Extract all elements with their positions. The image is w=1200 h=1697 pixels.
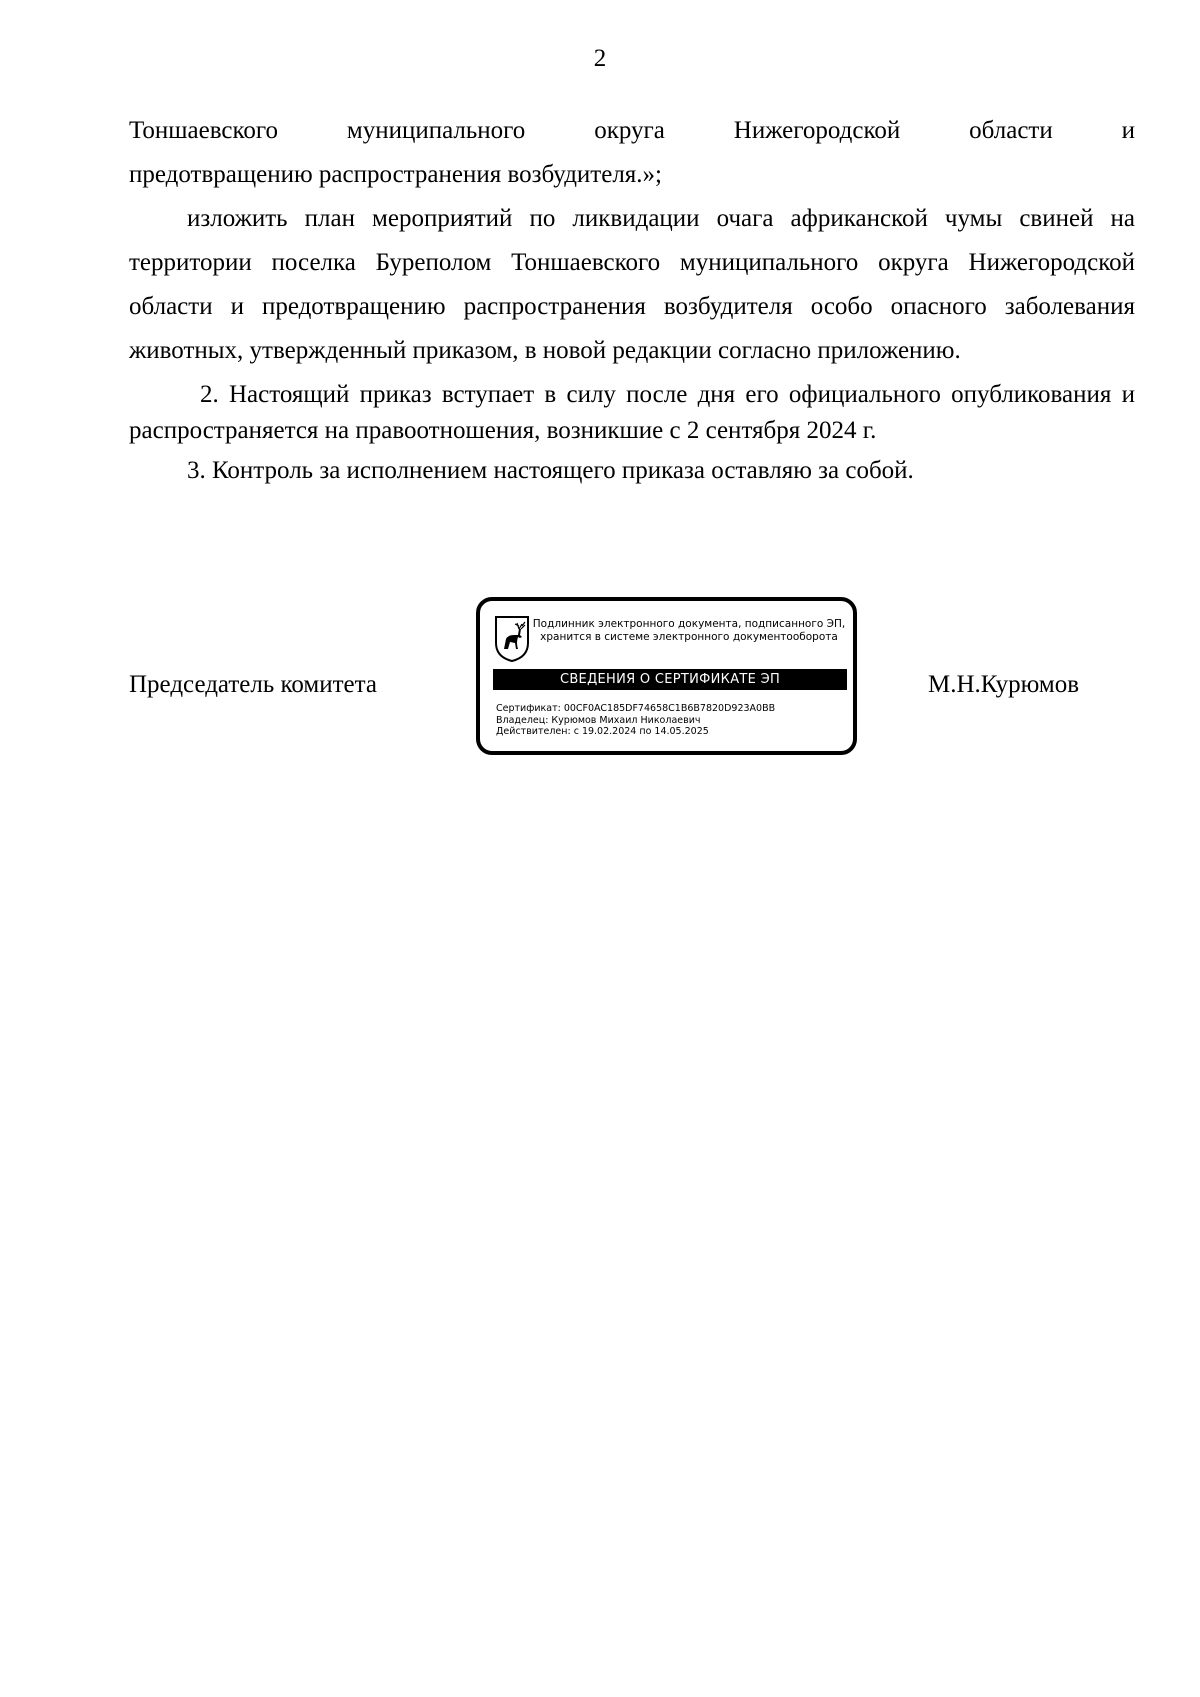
continuation-line-2: предотвращению распространения возбудителя.»; <box>129 161 662 188</box>
continuation-word: округа <box>594 117 665 144</box>
stamp-certificate-number: Сертификат: 00CF0AC185DF74658C1B6B7820D923A0BB <box>496 703 776 714</box>
page-number: 2 <box>593 45 607 72</box>
continuation-word: Тоншаевского <box>129 117 278 144</box>
electronic-signature-stamp <box>476 597 857 755</box>
continuation-word: области <box>969 117 1053 144</box>
signature-block <box>0 597 1200 763</box>
stamp-header-line-1: Подлинник электронного документа, подписанного ЭП, <box>532 618 846 630</box>
stamp-certificate-owner: Владелец: Курюмов Михаил Николаевич <box>496 714 701 726</box>
stamp-title-bar: СВЕДЕНИЯ О СЕРТИФИКАТЕ ЭП <box>493 669 847 690</box>
stamp-header <box>530 618 848 644</box>
coat-of-arms-icon <box>494 615 530 663</box>
signatory-position: Председатель комитета <box>129 671 377 698</box>
signatory-name: М.Н.Курюмов <box>928 671 1080 698</box>
continuation-line-1 <box>129 109 1135 153</box>
document-body <box>129 109 1135 489</box>
paragraph-plan-amendment: изложить план мероприятий по ликвидации очага африканской чумы свиней на территории поселка Бурепол​ом Тоншаевского муниципального округа Нижегородской области и предотвращению распространения возбудителя особо опасного заболевания животных, утвержденный приказом, в новой редакции согласно приложению. <box>129 205 1135 364</box>
continuation-word: и <box>1121 117 1136 144</box>
paragraph-continuation <box>129 109 1135 197</box>
paragraph-2-entry-into-force: 2. Настоящий приказ вступает в силу после дня его официального опубликования и распространяется на правоотношения, возникшие с 2 сентября 2024 г. <box>129 381 1135 444</box>
stamp-header-line-2: хранится в системе электронного документооборота <box>540 631 838 643</box>
continuation-word: муниципального <box>346 117 526 144</box>
continuation-word: Нижегородской <box>733 117 901 144</box>
stamp-certificate-validity: Действителен: с 19.02.2024 по 14.05.2025 <box>496 726 709 737</box>
paragraph-3-control: 3. Контроль за исполнением настоящего приказа оставляю за собой. <box>187 457 914 484</box>
stamp-certificate-details <box>496 703 775 738</box>
